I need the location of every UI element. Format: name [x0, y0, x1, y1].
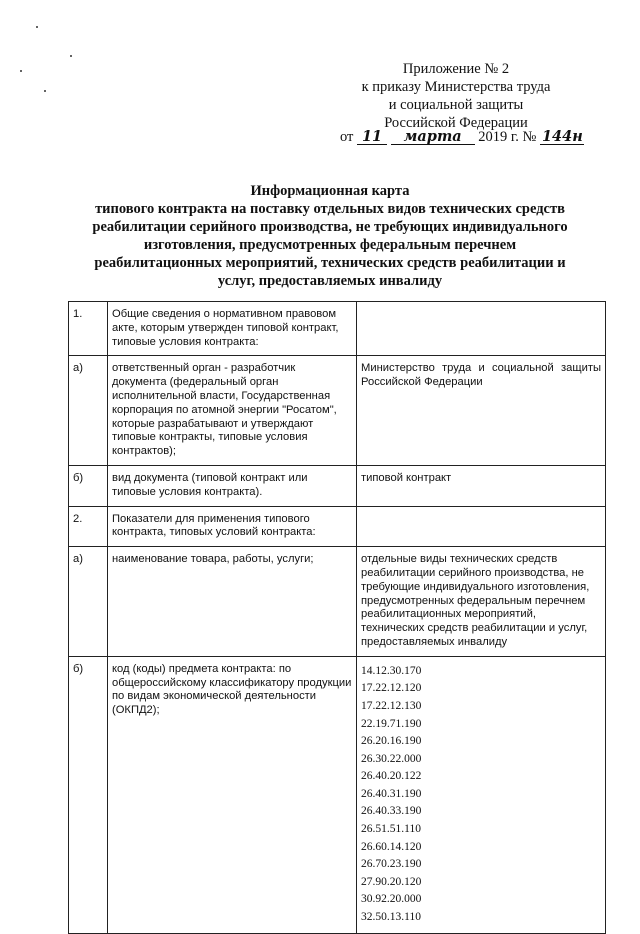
appendix-header — [336, 60, 576, 132]
order-date-line — [340, 129, 584, 146]
okpd2-code: 26.60.14.120 — [361, 840, 422, 853]
okpd2-code: 26.20.16.190 — [361, 735, 422, 748]
okpd2-code: 17.22.12.130 — [361, 699, 422, 712]
date-prefix: от — [340, 129, 354, 145]
okpd2-code: 26.40.20.122 — [361, 770, 422, 783]
title-line: типового контракта на поставку отдельных видов технических средств — [95, 201, 565, 217]
header-line: и социальной защиты — [388, 97, 524, 113]
row-number: 2. — [69, 506, 108, 547]
scan-speck — [44, 90, 46, 92]
scan-speck — [20, 70, 22, 72]
table-row — [69, 547, 606, 657]
okpd2-code: 14.12.30.170 — [361, 664, 422, 677]
okpd2-code: 32.50.13.110 — [361, 911, 421, 924]
row-label: Показатели для применения типового контракта, типовых условий контракта: — [108, 506, 357, 547]
header-line: Российской Федерации — [384, 115, 528, 131]
row-label: код (коды) предмета контракта: по общероссийскому классификатору продукции по видам экономической деятельности (ОКПД2); — [108, 656, 357, 933]
scan-speck — [36, 26, 38, 28]
okpd2-code: 17.22.12.120 — [361, 682, 422, 695]
table-row — [69, 656, 606, 933]
row-value — [357, 302, 606, 356]
handwritten-month: марта — [391, 129, 475, 145]
title-line: реабилитации серийного производства, не требующих индивидуального — [92, 219, 568, 235]
row-number: б) — [69, 656, 108, 933]
row-label: вид документа (типовой контракт или типовые условия контракта). — [108, 465, 357, 506]
row-number: 1. — [69, 302, 108, 356]
okpd2-code: 26.40.31.190 — [361, 787, 422, 800]
info-card-table — [68, 301, 606, 934]
handwritten-day: 11 — [357, 129, 387, 145]
title-line: Информационная карта — [250, 183, 410, 199]
header-line: Приложение № 2 — [402, 61, 510, 77]
table-row — [69, 506, 606, 547]
document-title — [80, 182, 580, 290]
row-number: а) — [69, 547, 108, 657]
table-row — [69, 302, 606, 356]
okpd2-code: 26.30.22.000 — [361, 752, 422, 765]
okpd2-code: 27.90.20.120 — [361, 875, 422, 888]
row-value: Министерство труда и социальной защиты Российской Федерации — [357, 356, 606, 466]
okpd2-code: 22.19.71.190 — [361, 717, 422, 730]
title-line: изготовления, предусмотренных федеральным перечнем — [143, 237, 517, 253]
date-year-text: 2019 г. № — [478, 129, 537, 145]
row-label: ответственный орган - разработчик документа (федеральный орган исполнительной власти, Государственная корпорация по атомной энергии "Росатом", которые разрабатывают и утверждают типовые контракты, типовые условия контрактов); — [108, 356, 357, 466]
title-line: услуг, предоставляемых инвалиду — [217, 273, 443, 289]
handwritten-order-number: 144н — [541, 128, 583, 145]
table-row — [69, 356, 606, 466]
okpd2-code: 26.70.23.190 — [361, 858, 422, 871]
title-line: реабилитационных мероприятий, технических средств реабилитации и — [94, 255, 566, 271]
table-row — [69, 465, 606, 506]
scan-speck — [70, 55, 72, 57]
header-line: к приказу Министерства труда — [361, 79, 551, 95]
okpd2-code: 30.92.20.000 — [361, 893, 422, 906]
row-number: а) — [69, 356, 108, 466]
okpd2-code: 26.51.51.110 — [361, 823, 421, 836]
row-label: наименование товара, работы, услуги; — [108, 547, 357, 657]
row-label: Общие сведения о нормативном правовом акте, которым утвержден типовой контракт, типовые условия контракта: — [108, 302, 357, 356]
row-number: б) — [69, 465, 108, 506]
row-value: отдельные виды технических средств реабилитации серийного производства, не требующие индивидуального изготовления, предусмотренных федеральным перечнем реабилитационных мероприятий, технических средств реабилитации и услуг, предоставляемых инвалиду — [357, 547, 606, 657]
row-value: типовой контракт — [357, 465, 606, 506]
row-value — [357, 506, 606, 547]
okpd2-code-list — [357, 656, 606, 933]
okpd2-code: 26.40.33.190 — [361, 805, 422, 818]
